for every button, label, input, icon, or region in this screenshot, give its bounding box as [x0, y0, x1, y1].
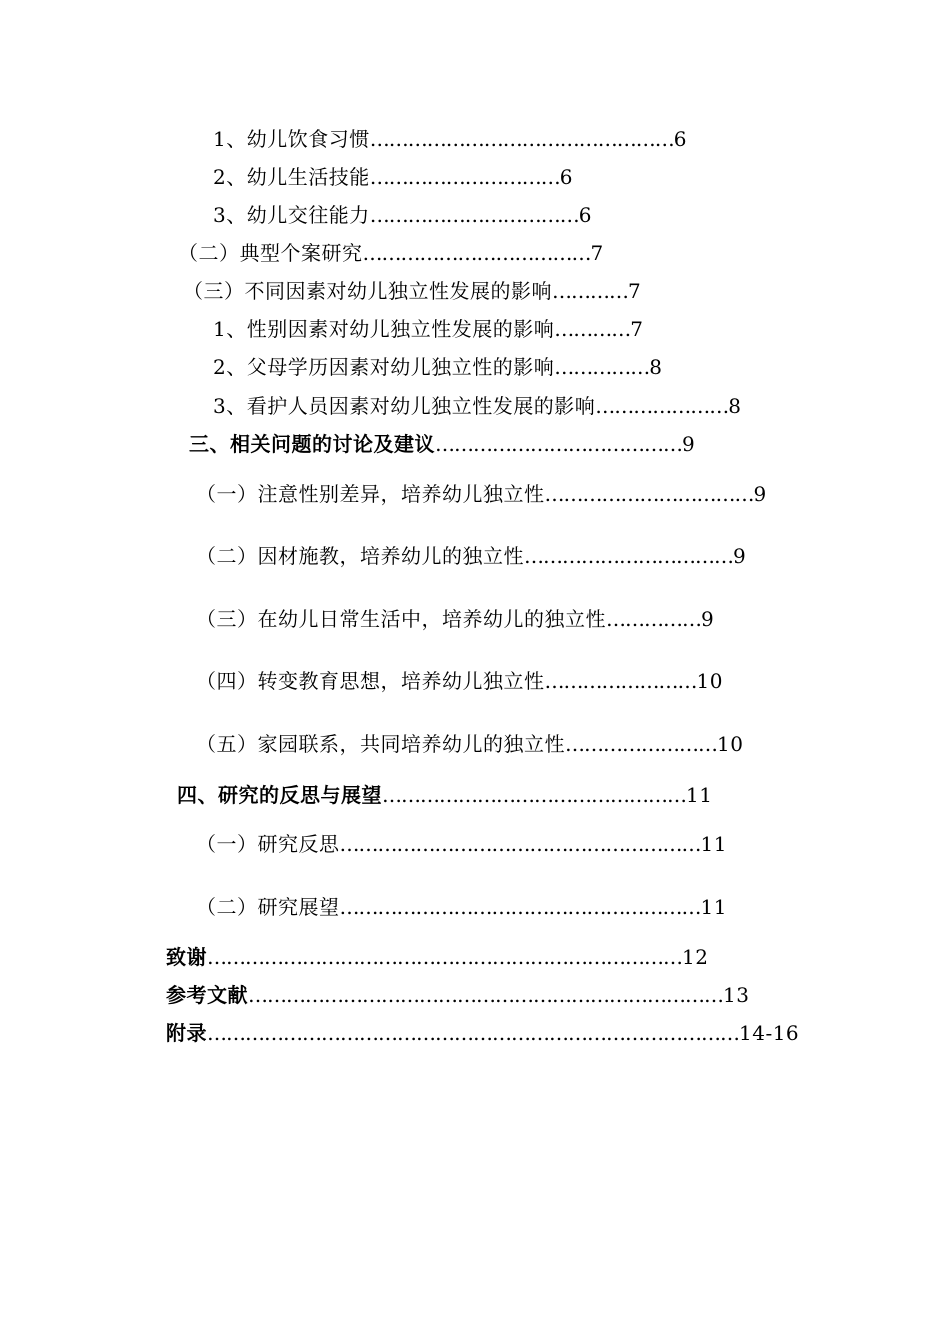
- toc-leader-dots: ……………………………: [544, 482, 754, 506]
- toc-entry-case-study[interactable]: [178, 240, 604, 266]
- toc-leader-dots: ……………………: [544, 669, 697, 693]
- toc-entry-appendix[interactable]: [166, 1020, 799, 1046]
- toc-leader-dots: …………………………………………………: [339, 832, 701, 856]
- toc-entry-title: 2、父母学历因素对幼儿独立性的影响: [213, 355, 555, 379]
- toc-page-number: 10: [717, 732, 744, 756]
- toc-entry-title: 三、相关问题的讨论及建议: [189, 432, 435, 456]
- toc-entry-title: 致谢: [166, 945, 207, 969]
- toc-entry-educational-thinking[interactable]: [196, 668, 723, 694]
- toc-leader-dots: …………………………………………………………………: [207, 945, 682, 969]
- toc-page-number: 6: [673, 127, 687, 151]
- toc-page-number: 9: [753, 482, 767, 506]
- toc-leader-dots: …………………………………………………………………………: [207, 1021, 739, 1045]
- toc-entry-title: （二）研究展望: [196, 895, 340, 919]
- toc-page-number: 11: [700, 832, 727, 856]
- toc-entry-title: 1、性别因素对幼儿独立性发展的影响: [213, 317, 555, 341]
- toc-entry-reflection-outlook[interactable]: [177, 782, 712, 808]
- toc-entry-title: （五）家园联系，共同培养幼儿的独立性: [196, 732, 565, 756]
- toc-entry-reflection[interactable]: [196, 831, 727, 857]
- toc-entry-title: （二）因材施教，培养幼儿的独立性: [196, 544, 524, 568]
- toc-entry-title: （二）典型个案研究: [178, 241, 363, 265]
- toc-page-number: 14-16: [739, 1021, 800, 1045]
- toc-entry-gender-difference[interactable]: [196, 481, 767, 507]
- toc-page-number: 11: [686, 783, 713, 807]
- toc-page-number: 9: [701, 607, 715, 631]
- toc-entry-home-school[interactable]: [196, 731, 743, 757]
- toc-entry-references[interactable]: [166, 982, 749, 1008]
- toc-entry-caregiver-factor[interactable]: [213, 393, 741, 419]
- toc-entry-title: 附录: [166, 1021, 207, 1045]
- toc-leader-dots: …………………………………………………: [339, 895, 701, 919]
- toc-entry-title: 1、幼儿饮食习惯: [213, 127, 370, 151]
- toc-page-number: 7: [630, 317, 644, 341]
- toc-entry-title: （一）研究反思: [196, 832, 340, 856]
- toc-page-number: 7: [628, 279, 642, 303]
- toc-leader-dots: …………: [554, 317, 631, 341]
- toc-leader-dots: …………………: [595, 394, 729, 418]
- toc-leader-dots: …………………………………………………………………: [248, 983, 723, 1007]
- toc-leader-dots: ……………………………: [524, 544, 733, 568]
- toc-leader-dots: …………………………: [369, 165, 560, 189]
- toc-entry-life-skills[interactable]: [213, 164, 573, 190]
- toc-page-number: 12: [682, 945, 709, 969]
- toc-page-number: 8: [728, 394, 742, 418]
- toc-entry-daily-life[interactable]: [196, 606, 714, 632]
- toc-entry-individualized-teaching[interactable]: [196, 543, 746, 569]
- toc-leader-dots: ……………: [606, 607, 701, 631]
- toc-leader-dots: …………………………………………: [382, 783, 686, 807]
- toc-leader-dots: ………………………………: [362, 241, 591, 265]
- toc-entry-title: 3、看护人员因素对幼儿独立性发展的影响: [213, 394, 596, 418]
- toc-page-number: 7: [590, 241, 604, 265]
- toc-entry-title: 四、研究的反思与展望: [177, 783, 382, 807]
- toc-page-number: 11: [700, 895, 727, 919]
- toc-entry-discussion[interactable]: [189, 431, 695, 457]
- toc-page-number: 9: [682, 432, 696, 456]
- toc-leader-dots: …………………………………………: [369, 127, 674, 151]
- toc-page-number: 9: [733, 544, 747, 568]
- toc-entry-title: （一）注意性别差异，培养幼儿独立性: [196, 482, 545, 506]
- toc-leader-dots: ……………………: [565, 732, 717, 756]
- toc-leader-dots: ……………: [554, 355, 650, 379]
- toc-page-number: 10: [696, 669, 723, 693]
- toc-entry-title: （三）在幼儿日常生活中，培养幼儿的独立性: [196, 607, 606, 631]
- toc-entry-factors[interactable]: [183, 278, 641, 304]
- toc-entry-outlook[interactable]: [196, 894, 727, 920]
- toc-page-number: 8: [649, 355, 663, 379]
- toc-entry-title: 参考文献: [166, 983, 248, 1007]
- toc-entry-title: 2、幼儿生活技能: [213, 165, 370, 189]
- toc-entry-parent-education[interactable]: [213, 354, 662, 380]
- toc-leader-dots: …………………………………: [435, 432, 682, 456]
- toc-entry-gender-factor[interactable]: [213, 316, 643, 342]
- toc-entry-title: （三）不同因素对幼儿独立性发展的影响: [183, 279, 552, 303]
- toc-entry-title: 3、幼儿交往能力: [213, 203, 370, 227]
- toc-page-number: 13: [723, 983, 750, 1007]
- toc-entry-title: （四）转变教育思想，培养幼儿独立性: [196, 669, 545, 693]
- toc-page-number: 6: [578, 203, 592, 227]
- toc-entry-acknowledgements[interactable]: [166, 944, 708, 970]
- toc-page-number: 6: [559, 165, 573, 189]
- toc-leader-dots: ……………………………: [369, 203, 579, 227]
- toc-entry-eating-habits[interactable]: [213, 126, 687, 152]
- toc-leader-dots: …………: [552, 279, 628, 303]
- toc-entry-social-ability[interactable]: [213, 202, 592, 228]
